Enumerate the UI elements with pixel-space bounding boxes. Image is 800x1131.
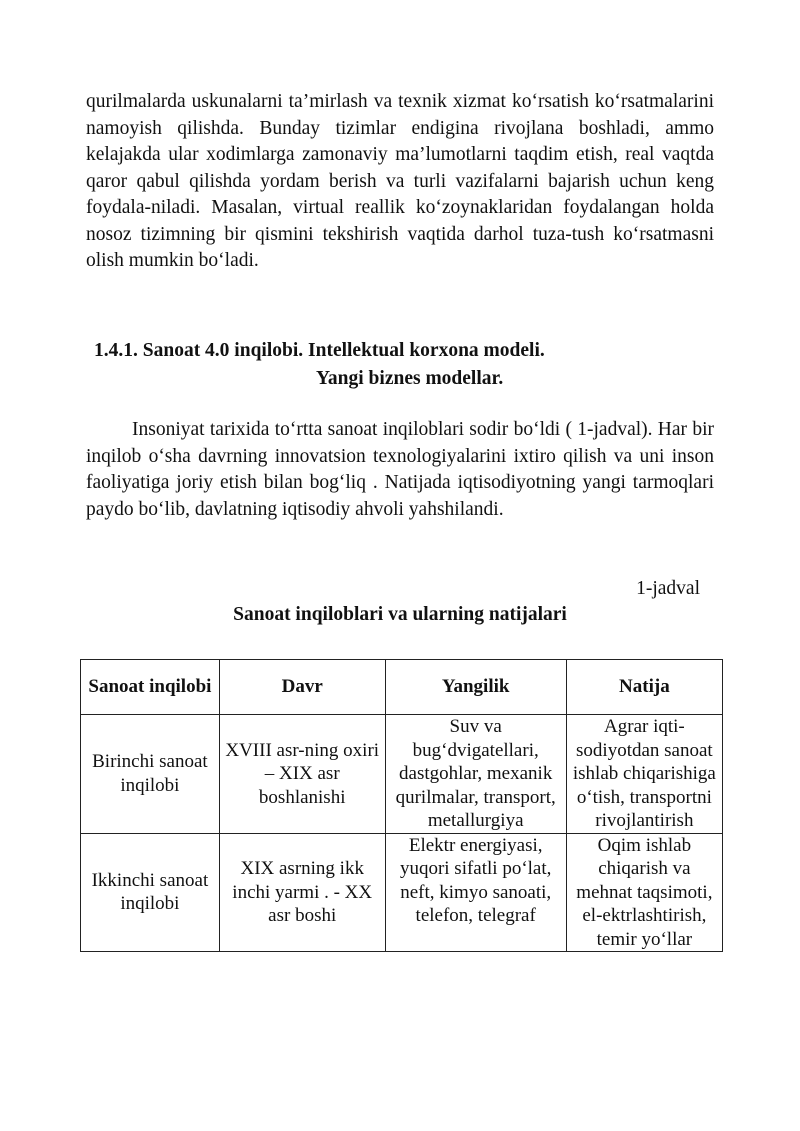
header-cell: Yangilik: [385, 660, 566, 715]
table-number: 1-jadval: [636, 578, 700, 599]
table-cell: Elektr energiyasi, yuqori sifatli po‘lat, neft, kimyo sanoati, telefon, telegraf: [385, 833, 566, 952]
body-paragraph-1: qurilmalarda uskunalarni ta’mirlash va texnik xizmat ko‘rsatish ko‘rsatmalarini namoyish qilishda. Bunday tizimlar endigina rivojlana boshladi, ammo kelajakda ular xodimlarga zamonaviy ma’lumotlarni taqdim etish, real vaqtda qaror qabul qilishda yordam berish va turli vazifalarni bajarish uchun keng foydala-niladi. Masalan, virtual reallik ko‘zoynaklaridan foydalangan holda nosoz tizimning bir qismini tekshirish vaqtida darhol tuza-tush ko‘rsatmasni olish mumkin bo‘ladi.: [86, 91, 714, 271]
table-cell: Agrar iqti-sodiyotdan sanoat ishlab chiqarishiga o‘tish, transportni rivojlantirish: [566, 715, 722, 834]
header-cell: Sanoat inqilobi: [81, 660, 220, 715]
revolutions-table: [80, 659, 723, 952]
section-heading-line-2: Yangi biznes modellar.: [316, 368, 504, 389]
table-cell: XVIII asr-ning oxiri – XIX asr boshlanishi: [219, 715, 385, 834]
table-title: Sanoat inqiloblari va ularning natijalari: [233, 604, 567, 625]
header-cell: Natija: [566, 660, 722, 715]
body-paragraph-2: Insoniyat tarixida to‘rtta sanoat inqiloblari sodir bo‘ldi ( 1-jadval). Har bir inqilob o‘sha davrning innovatsion texnologiyalarini ixtiro qilish va uni inson faoliyatiga joriy etish bilan bog‘liq . Natijada iqtisodiyotning yangi tarmoqlari paydo bo‘lib, davlatning iqtisodiy ahvoli yahshilandi.: [86, 419, 714, 520]
table-header-row: [81, 660, 723, 715]
table-row: [81, 715, 723, 834]
section-heading-line-1: 1.4.1. Sanoat 4.0 inqilobi. Intellektual korxona modeli.: [94, 340, 545, 361]
header-cell: Davr: [219, 660, 385, 715]
table-cell: Ikkinchi sanoat inqilobi: [81, 833, 220, 952]
table-row: [81, 833, 723, 952]
table-cell: Birinchi sanoat inqilobi: [81, 715, 220, 834]
table-cell: Suv va bug‘dvigatellari, dastgohlar, mexanik qurilmalar, transport, metallurgiya: [385, 715, 566, 834]
table-cell: XIX asrning ikk inchi yarmi . - XX asr boshi: [219, 833, 385, 952]
table-cell: Oqim ishlab chiqarish va mehnat taqsimoti, el-ektrlashtirish, temir yo‘llar: [566, 833, 722, 952]
